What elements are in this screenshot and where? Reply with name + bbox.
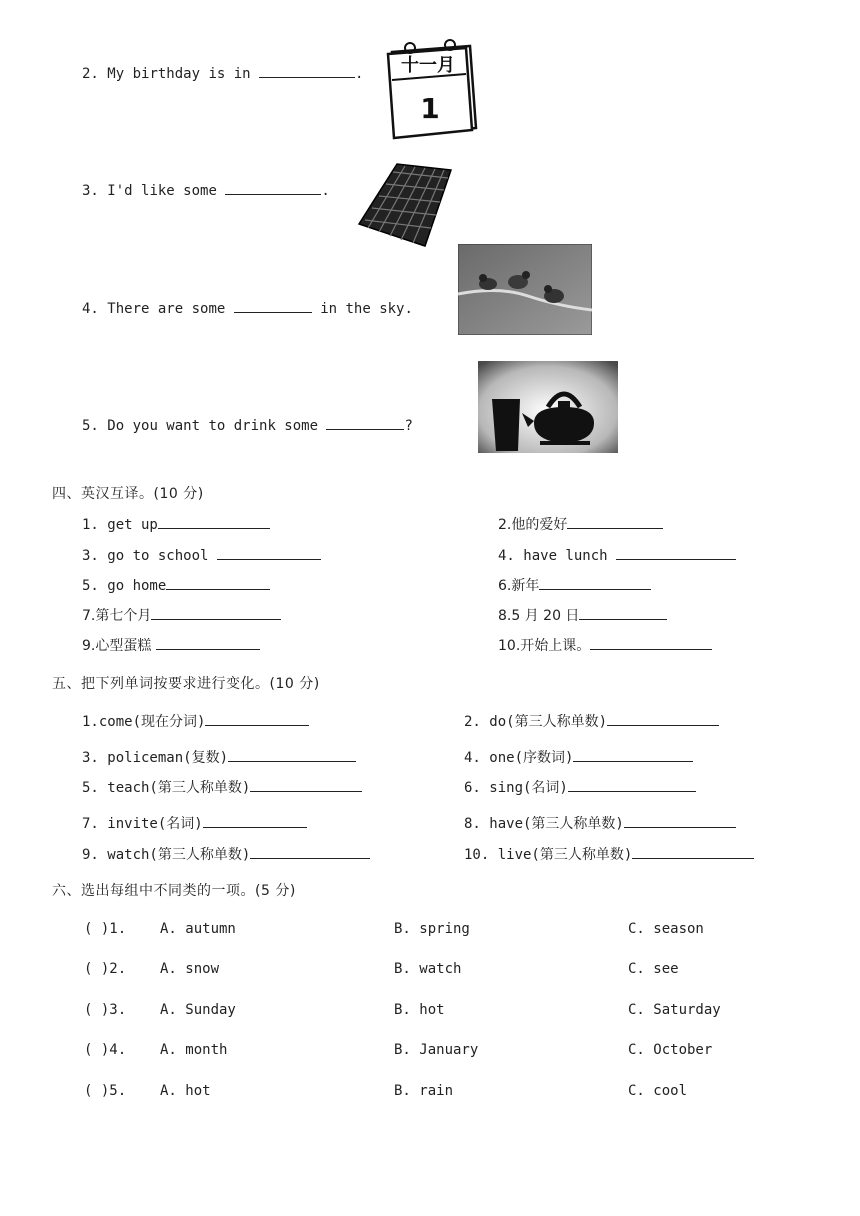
answer-blank[interactable]: [250, 777, 362, 792]
birds-picture: [458, 244, 592, 335]
s4-item-5: [82, 575, 270, 594]
s6-row-2-paren[interactable]: ( )2.: [84, 961, 127, 977]
item-text: 5. go home: [82, 578, 167, 594]
item-text: 6. sing(名词): [464, 780, 568, 796]
s6-row-5-option-b: B. rain: [394, 1083, 454, 1099]
answer-blank[interactable]: [156, 635, 260, 650]
item-text: 5. teach(第三人称单数): [82, 780, 251, 796]
s6-row-2-option-a: A. snow: [160, 961, 220, 977]
item-text: 8. have(第三人称单数): [464, 816, 624, 832]
answer-blank[interactable]: [217, 545, 321, 560]
s6-row-1-option-c: C. season: [628, 921, 704, 937]
s4-item-7: [82, 605, 281, 625]
s6-row-2-option-b: B. watch: [394, 961, 462, 977]
s5-item-8: [464, 813, 736, 833]
answer-blank[interactable]: [205, 711, 309, 726]
s4-item-4: [498, 545, 736, 564]
item-text: 9. watch(第三人称单数): [82, 847, 251, 863]
answer-blank[interactable]: [624, 813, 736, 828]
item-text: 2. do(第三人称单数): [464, 714, 608, 730]
question-number: 5.: [82, 418, 99, 434]
answer-blank[interactable]: [607, 711, 719, 726]
s4-item-1: [82, 514, 270, 533]
answer-blank[interactable]: [203, 813, 307, 828]
item-text: 1. get up: [82, 517, 158, 533]
s4-item-6: [498, 575, 651, 595]
s6-row-3-option-c: C. Saturday: [628, 1002, 721, 1018]
s4-item-3: [82, 545, 321, 564]
answer-blank[interactable]: [567, 514, 663, 529]
item-text: 1.come(现在分词): [82, 714, 206, 730]
question-2: [82, 63, 363, 82]
answer-blank[interactable]: [568, 777, 696, 792]
s6-row-4-option-a: A. month: [160, 1042, 228, 1058]
s6-row-1-option-a: A. autumn: [160, 921, 236, 937]
s6-row-4-option-b: B. January: [394, 1042, 479, 1058]
question-number: 3.: [82, 183, 99, 199]
item-text: 2.他的爱好: [498, 517, 568, 533]
question-number: 4.: [82, 301, 99, 317]
answer-blank[interactable]: [539, 575, 651, 590]
s6-row-2-option-c: C. see: [628, 961, 679, 977]
question-4: [82, 298, 413, 317]
s6-row-5-option-c: C. cool: [628, 1083, 688, 1099]
section-4-title: 四、英汉互译。(10 分): [52, 486, 204, 502]
section-6-title: 六、选出每组中不同类的一项。(5 分): [52, 883, 296, 899]
answer-blank[interactable]: [632, 844, 754, 859]
s6-row-1-paren[interactable]: ( )1.: [84, 921, 127, 937]
answer-blank[interactable]: [326, 415, 404, 430]
calendar-picture: [386, 38, 478, 140]
s4-item-2: [498, 514, 663, 534]
s5-item-5: [82, 777, 362, 797]
question-text: Do you want to drink some: [107, 418, 319, 434]
question-text-end: .: [355, 66, 364, 82]
s5-item-9: [82, 844, 370, 864]
s6-row-1-option-b: B. spring: [394, 921, 470, 937]
item-text: 10.开始上课。: [498, 638, 591, 654]
s5-item-1: [82, 711, 309, 731]
section-5-title: 五、把下列单词按要求进行变化。(10 分): [52, 676, 320, 692]
question-text: My birthday is in: [107, 66, 251, 82]
answer-blank[interactable]: [259, 63, 355, 78]
s5-item-3: [82, 747, 356, 767]
s4-item-9: [82, 635, 260, 655]
answer-blank[interactable]: [579, 605, 667, 620]
answer-blank[interactable]: [573, 747, 693, 762]
s6-row-5-paren[interactable]: ( )5.: [84, 1083, 127, 1099]
s6-row-3-option-a: A. Sunday: [160, 1002, 236, 1018]
s6-row-3-option-b: B. hot: [394, 1002, 445, 1018]
item-text: 4. have lunch: [498, 548, 608, 564]
item-text: 3. policeman(复数): [82, 750, 229, 766]
s6-row-4-option-c: C. October: [628, 1042, 713, 1058]
question-number: 2.: [82, 66, 99, 82]
chocolate-picture: [355, 158, 453, 248]
tea-picture: [478, 361, 618, 453]
question-text: There are some: [107, 301, 226, 317]
answer-blank[interactable]: [151, 605, 281, 620]
s5-item-10: [464, 844, 754, 864]
calendar-month: 十一月: [401, 55, 455, 76]
s6-row-3-paren[interactable]: ( )3.: [84, 1002, 127, 1018]
calendar-day: 1: [420, 92, 440, 125]
question-text-end: in the sky.: [320, 301, 413, 317]
answer-blank[interactable]: [225, 180, 321, 195]
answer-blank[interactable]: [616, 545, 736, 560]
item-text: 4. one(序数词): [464, 750, 574, 766]
question-text-end: .: [321, 183, 330, 199]
question-text-end: ?: [404, 418, 413, 434]
s6-row-5-option-a: A. hot: [160, 1083, 211, 1099]
s4-item-10: [498, 635, 712, 655]
answer-blank[interactable]: [228, 747, 356, 762]
s6-row-4-paren[interactable]: ( )4.: [84, 1042, 127, 1058]
answer-blank[interactable]: [166, 575, 270, 590]
s4-item-8: [498, 605, 667, 625]
s5-item-7: [82, 813, 307, 833]
question-3: [82, 180, 330, 199]
answer-blank[interactable]: [250, 844, 370, 859]
s5-item-6: [464, 777, 696, 797]
item-text: 8.5 月 20 日: [498, 608, 580, 624]
answer-blank[interactable]: [590, 635, 712, 650]
answer-blank[interactable]: [234, 298, 312, 313]
item-text: 9.心型蛋糕: [82, 638, 152, 654]
item-text: 6.新年: [498, 578, 540, 594]
item-text: 3. go to school: [82, 548, 209, 564]
item-text: 7. invite(名词): [82, 816, 203, 832]
question-text: I'd like some: [107, 183, 217, 199]
item-text: 7.第七个月: [82, 608, 152, 624]
s5-item-2: [464, 711, 719, 731]
answer-blank[interactable]: [158, 514, 270, 529]
s5-item-4: [464, 747, 693, 767]
item-text: 10. live(第三人称单数): [464, 847, 633, 863]
question-5: [82, 415, 413, 434]
